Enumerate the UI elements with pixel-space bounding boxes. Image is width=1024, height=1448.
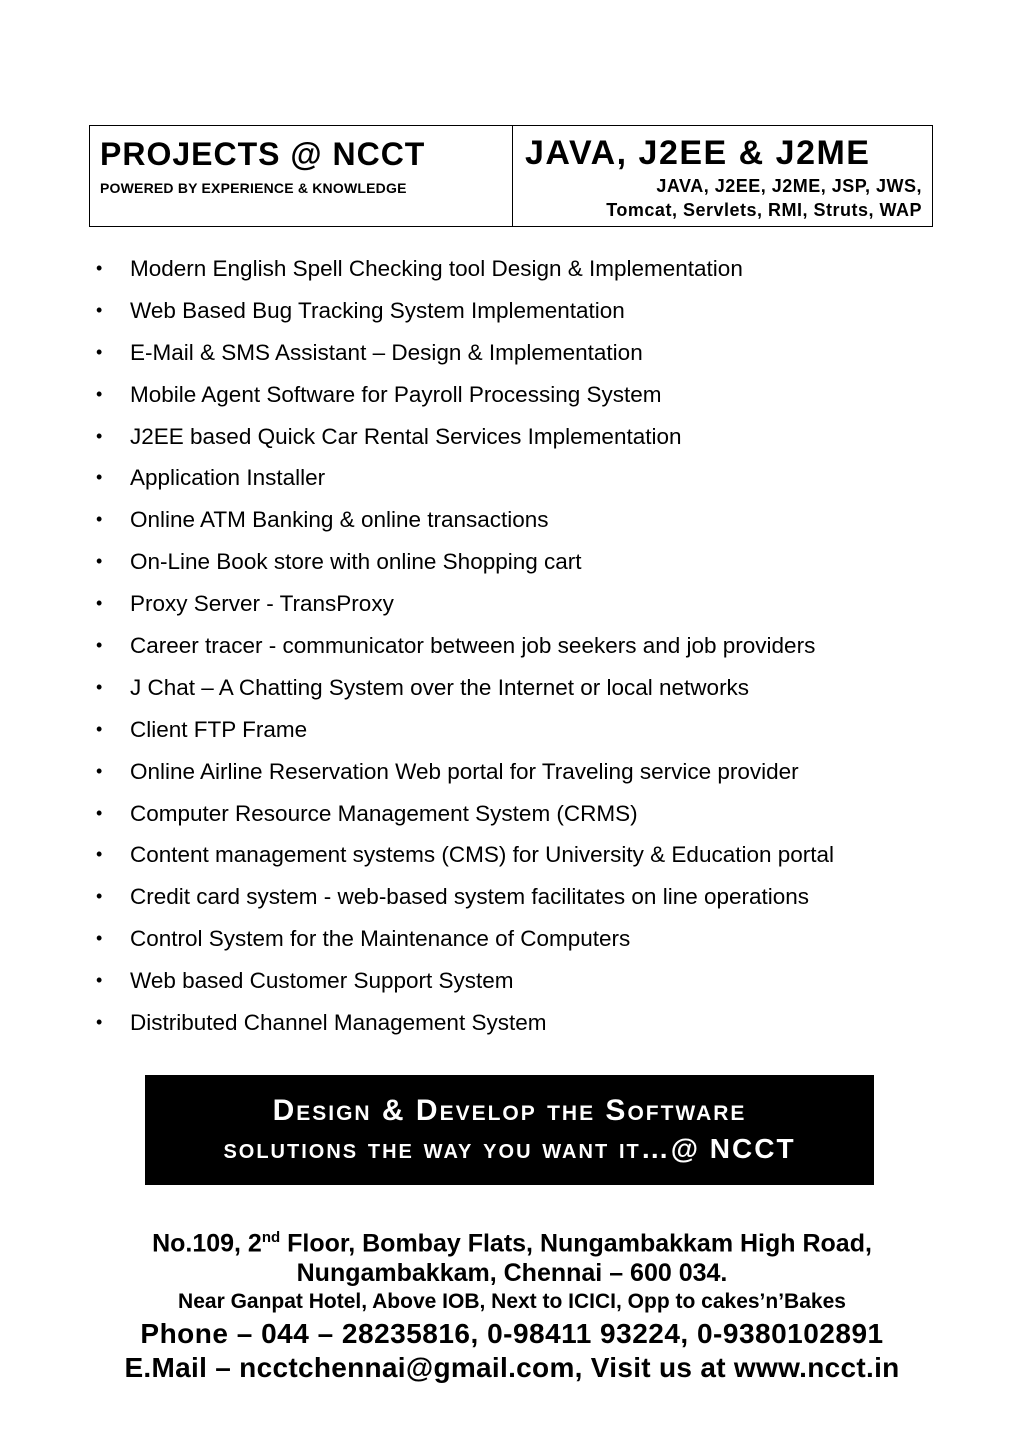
address-line-1 bbox=[0, 1222, 1024, 1259]
bullet-icon: • bbox=[96, 383, 103, 404]
bullet-icon: • bbox=[96, 467, 103, 488]
slogan-banner bbox=[145, 1075, 874, 1185]
bullet-icon: • bbox=[96, 635, 103, 656]
project-list-item bbox=[96, 416, 956, 458]
project-title: E-Mail & SMS Assistant – Design & Implementation bbox=[130, 339, 643, 365]
project-title: J Chat – A Chatting System over the Internet or local networks bbox=[130, 674, 750, 700]
email-and-website: E.Mail – ncctchennai@gmail.com, Visit us at www.ncct.in bbox=[124, 1352, 900, 1384]
bullet-icon: • bbox=[96, 299, 103, 320]
project-list-item bbox=[96, 457, 956, 499]
address-landmarks: Near Ganpat Hotel, Above IOB, Next to ICICI, Opp to cakes’n’Bakes bbox=[178, 1290, 846, 1314]
bullet-icon: • bbox=[96, 970, 103, 991]
project-title: Client FTP Frame bbox=[130, 716, 308, 742]
address-street: Floor, Bombay Flats, Nungambakkam High Road, bbox=[280, 1229, 872, 1258]
bullet-icon: • bbox=[96, 886, 103, 907]
project-list-item bbox=[96, 332, 956, 374]
project-list-item bbox=[96, 541, 956, 583]
project-title: Mobile Agent Software for Payroll Processing System bbox=[130, 381, 662, 407]
project-list-item bbox=[96, 960, 956, 1002]
project-title: Content management systems (CMS) for University & Education portal bbox=[130, 842, 835, 868]
bullet-icon: • bbox=[96, 676, 103, 697]
project-list-item bbox=[96, 751, 956, 793]
tech-list-line-1: JAVA, J2EE, J2ME, JSP, JWS, bbox=[656, 176, 922, 196]
brand-tagline: POWERED BY EXPERIENCE & KNOWLEDGE bbox=[100, 180, 407, 196]
bullet-icon: • bbox=[96, 718, 103, 739]
project-title: Computer Resource Management System (CRMS) bbox=[130, 800, 638, 826]
project-list-item bbox=[96, 834, 956, 876]
slogan-line-1: Design & Develop the Software bbox=[272, 1094, 747, 1127]
bullet-icon: • bbox=[96, 844, 103, 865]
project-title: Control System for the Maintenance of Computers bbox=[130, 926, 631, 952]
phone-numbers: Phone – 044 – 28235816, 0-98411 93224, 0-9380102891 bbox=[140, 1318, 884, 1350]
bullet-icon: • bbox=[96, 802, 103, 823]
project-list-item bbox=[96, 374, 956, 416]
bullet-icon: • bbox=[96, 593, 103, 614]
project-title: Distributed Channel Management System bbox=[130, 1010, 547, 1036]
project-list-item bbox=[96, 876, 956, 918]
bullet-icon: • bbox=[96, 341, 103, 362]
header-box bbox=[89, 125, 933, 227]
brand-panel bbox=[90, 126, 513, 226]
project-list bbox=[96, 248, 956, 1044]
bullet-icon: • bbox=[96, 509, 103, 530]
project-list-item bbox=[96, 583, 956, 625]
address-ordinal-suffix: nd bbox=[261, 1229, 281, 1246]
address-number: No.109, 2 bbox=[152, 1229, 262, 1258]
project-list-item bbox=[96, 667, 956, 709]
project-list-item bbox=[96, 793, 956, 835]
bullet-icon: • bbox=[96, 551, 103, 572]
tech-title: JAVA, J2EE & J2ME bbox=[525, 134, 871, 172]
project-title: Proxy Server - TransProxy bbox=[130, 591, 394, 617]
brand-title: PROJECTS @ NCCT bbox=[100, 136, 426, 172]
bullet-icon: • bbox=[96, 928, 103, 949]
project-title: Application Installer bbox=[130, 465, 326, 491]
tech-list-line-2: Tomcat, Servlets, RMI, Struts, WAP bbox=[606, 200, 922, 220]
project-list-item bbox=[96, 499, 956, 541]
project-title: Online ATM Banking & online transactions bbox=[130, 507, 549, 533]
project-title: On-Line Book store with online Shopping cart bbox=[130, 549, 582, 575]
project-list-item bbox=[96, 1002, 956, 1044]
tech-panel bbox=[513, 126, 932, 226]
project-list-item bbox=[96, 290, 956, 332]
slogan-line-2: solutions the way you want it…@ NCCT bbox=[223, 1133, 796, 1164]
project-title: Credit card system - web-based system facilitates on line operations bbox=[130, 884, 810, 910]
project-list-item bbox=[96, 248, 956, 290]
bullet-icon: • bbox=[96, 258, 103, 278]
project-title: Web Based Bug Tracking System Implementation bbox=[130, 297, 625, 323]
project-title: Modern English Spell Checking tool Design & Implementation bbox=[130, 256, 743, 281]
project-list-item bbox=[96, 918, 956, 960]
project-title: Web based Customer Support System bbox=[130, 968, 514, 994]
project-list-item bbox=[96, 625, 956, 667]
project-list-item bbox=[96, 709, 956, 751]
address-line-2: Nungambakkam, Chennai – 600 034. bbox=[296, 1259, 728, 1288]
project-title: Career tracer - communicator between job seekers and job providers bbox=[130, 633, 816, 659]
bullet-icon: • bbox=[96, 1012, 103, 1033]
contact-block bbox=[0, 1222, 1024, 1385]
project-title: Online Airline Reservation Web portal for Traveling service provider bbox=[130, 758, 799, 784]
bullet-icon: • bbox=[96, 760, 103, 781]
bullet-icon: • bbox=[96, 425, 103, 446]
project-title: J2EE based Quick Car Rental Services Implementation bbox=[130, 423, 682, 449]
